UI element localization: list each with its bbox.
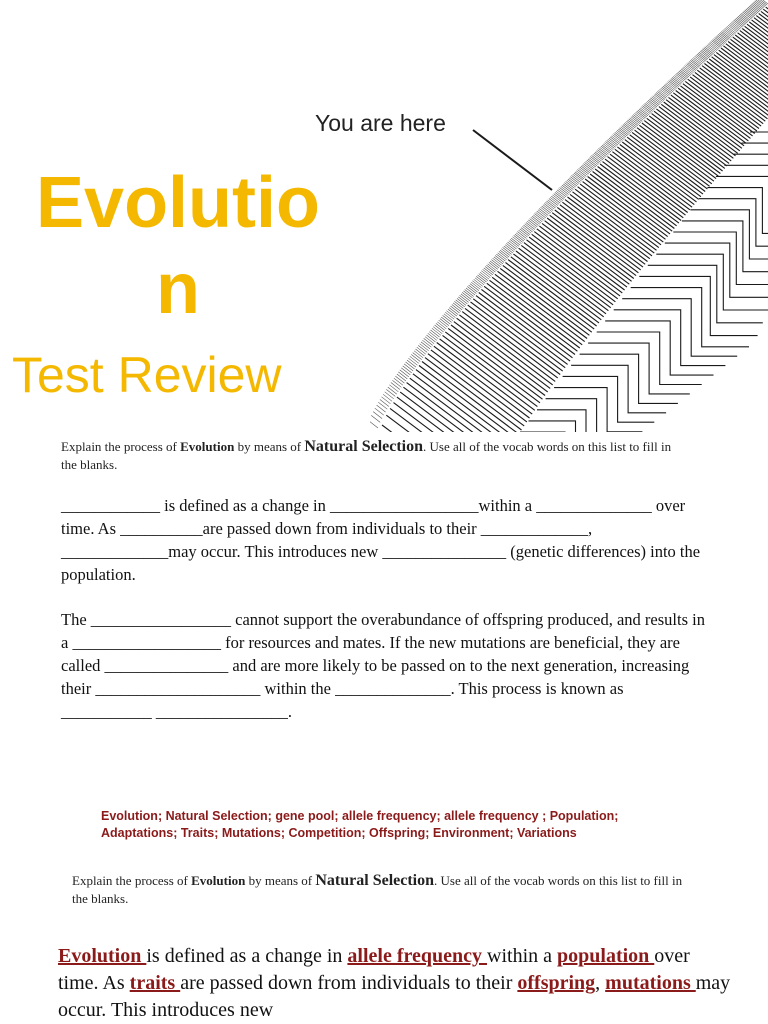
answer-offspring: offspring	[517, 972, 596, 994]
instructions-repeat-natural-selection: Natural Selection	[315, 872, 435, 889]
tree-leaf-labels	[370, 0, 768, 428]
instructions-repeat-text-c: by means of	[245, 873, 316, 888]
callout-pointer-line	[473, 130, 552, 190]
passage-paragraph-2: The _________________ cannot support the overabundance of offspring produced, and results in a __________________ for resources and mates. If the new mutations are beneficial, they are called _______________ and are more likely to be passed on to the next generation, increasing their ____________________ within the ______________. This process is known as ___________ ________________.	[61, 610, 705, 721]
slide-subtitle: Test Review	[12, 347, 282, 403]
answer-text-3: over time. As	[58, 945, 690, 994]
tree-branch-paths	[382, 5, 768, 432]
tree-branches	[370, 0, 768, 432]
answer-allele-frequency: allele frequency	[347, 945, 488, 967]
answer-traits: traits	[129, 972, 181, 994]
instructions-text-c: by means of	[234, 439, 305, 454]
answer-mutations: mutations	[605, 972, 696, 994]
passage-paragraph-1: ____________ is defined as a change in __________________within a ______________ over time. As __________are passed down from individuals to their _____________, _____________may occur. This introduces new _______________ (genetic differences) into the population.	[61, 496, 701, 584]
answer-text-1: is defined as a change in	[146, 945, 348, 967]
tree-callout-label: You are here	[315, 110, 446, 136]
instructions-natural-selection: Natural Selection	[304, 438, 424, 455]
answer-text-2: within a	[487, 945, 558, 967]
word-bank: Evolution; Natural Selection; gene pool; allele frequency; allele frequency ; Population; Adaptations; Traits; Mutations; Competition; Offspring; Environment; Variations	[101, 809, 619, 840]
instructions-repeat-evolution: Evolution	[191, 873, 246, 888]
slide-title-line2: n	[156, 249, 200, 329]
slide-title	[18, 160, 338, 332]
slide-title-line1: Evolutio	[36, 163, 320, 243]
instructions-evolution: Evolution	[180, 439, 235, 454]
instructions-repeat-text-e: . Use all of the vocab words on this list to fill in the blanks.	[72, 873, 683, 906]
answer-text-5: ,	[595, 972, 606, 994]
instructions-text-a: Explain the process of	[61, 439, 181, 454]
answer-key-passage	[58, 943, 733, 1024]
fill-in-passage	[61, 494, 711, 745]
instructions-repeat	[72, 872, 697, 908]
answer-text-6: may occur. This introduces new	[58, 972, 731, 1021]
instructions-repeat-text-a: Explain the process of	[72, 873, 192, 888]
instructions-text-e: . Use all of the vocab words on this list to fill in the blanks.	[61, 439, 672, 472]
answer-population: population	[557, 945, 655, 967]
phylogenetic-tree-image	[370, 0, 768, 432]
answer-text-4: are passed down from individuals to their	[180, 972, 518, 994]
answer-evolution: Evolution	[58, 945, 147, 967]
instructions	[61, 438, 686, 474]
